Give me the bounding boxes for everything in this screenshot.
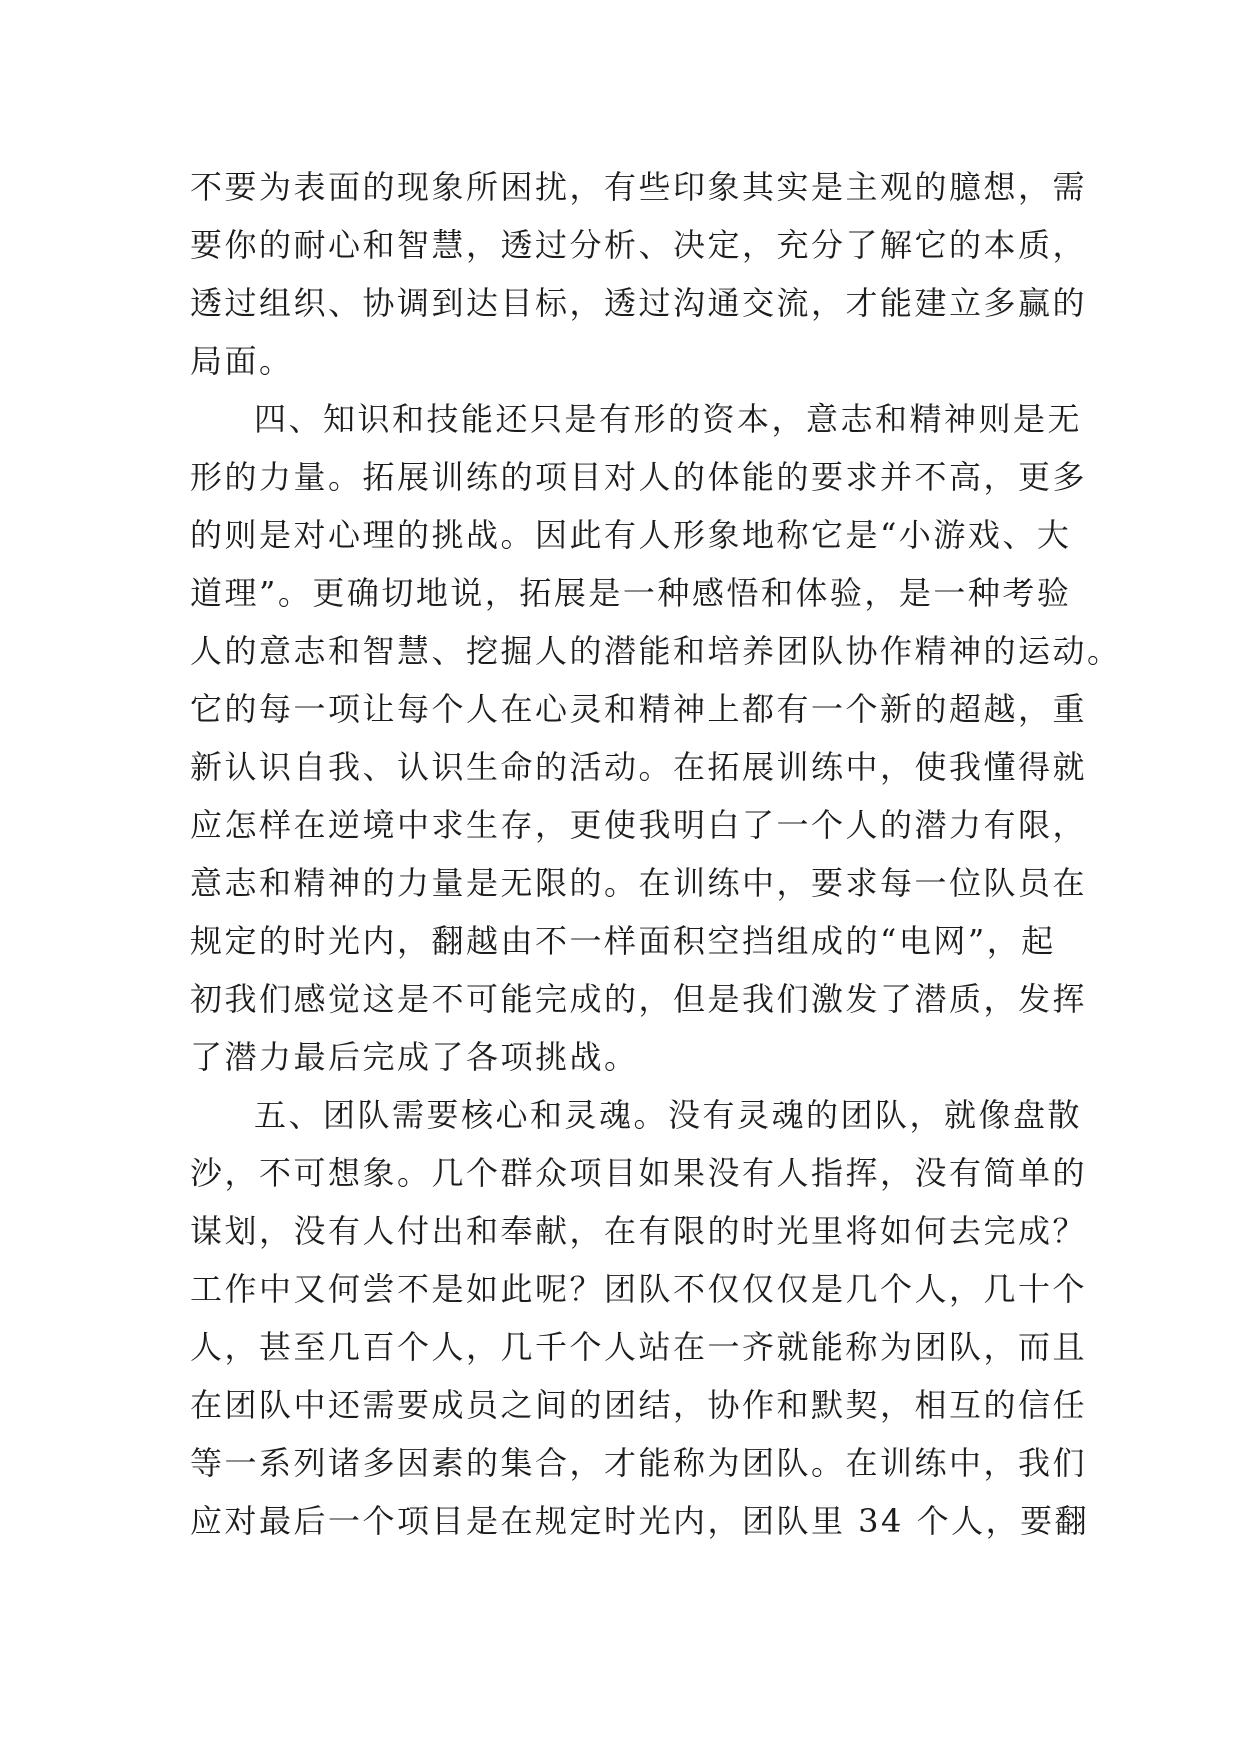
text-line: 新认识自我、认识生命的活动。在拓展训练中，使我懂得就 xyxy=(190,748,1088,786)
text-line: 不要为表面的现象所困扰，有些印象其实是主观的臆想，需 xyxy=(190,168,1088,206)
text-line: 局面。 xyxy=(190,342,294,380)
text-line: 应怎样在逆境中求生存，更使我明白了一个人的潜力有限， xyxy=(190,806,1088,844)
text-line: 要你的耐心和智慧，透过分析、决定，充分了解它的本质， xyxy=(190,226,1088,264)
text-line: 在团队中还需要成员之间的团结，协作和默契，相互的信任 xyxy=(190,1386,1088,1424)
paragraph-start-line: 五、团队需要核心和灵魂。没有灵魂的团队，就像盘散 xyxy=(254,1096,1083,1134)
text-line: 了潜力最后完成了各项挑战。 xyxy=(190,1038,639,1076)
text-line: 初我们感觉这是不可能完成的，但是我们激发了潜质，发挥 xyxy=(190,980,1088,1018)
text-line: 道理”。更确切地说，拓展是一种感悟和体验，是一种考验 xyxy=(190,574,1072,612)
text-line: 人，甚至几百个人，几千个人站在一齐就能称为团队，而且 xyxy=(190,1328,1088,1366)
text-line: 应对最后一个项目是在规定时光内，团队里 34 个人，要翻 xyxy=(190,1502,1090,1540)
text-line: 透过组织、协调到达目标，透过沟通交流，才能建立多赢的 xyxy=(190,284,1088,322)
paragraph-start-line: 四、知识和技能还只是有形的资本，意志和精神则是无 xyxy=(254,400,1083,438)
text-line: 的则是对心理的挑战。因此有人形象地称它是“小游戏、大 xyxy=(190,516,1072,554)
text-line: 等一系列诸多因素的集合，才能称为团队。在训练中，我们 xyxy=(190,1444,1088,1482)
text-line: 工作中又何尝不是如此呢？团队不仅仅仅是几个人，几十个 xyxy=(190,1270,1088,1308)
text-line: 意志和精神的力量是无限的。在训练中，要求每一位队员在 xyxy=(190,864,1088,902)
text-line: 沙，不可想象。几个群众项目如果没有人指挥，没有简单的 xyxy=(190,1154,1088,1192)
text-line: 它的每一项让每个人在心灵和精神上都有一个新的超越，重 xyxy=(190,690,1088,728)
text-line: 人的意志和智慧、挖掘人的潜能和培养团队协作精神的运动。 xyxy=(190,632,1122,670)
body-text xyxy=(190,158,1122,1550)
text-line: 形的力量。拓展训练的项目对人的体能的要求并不高，更多 xyxy=(190,458,1088,496)
text-line: 规定的时光内，翻越由不一样面积空挡组成的“电网”，起 xyxy=(190,922,1056,960)
text-line: 谋划，没有人付出和奉献，在有限的时光里将如何去完成？ xyxy=(190,1212,1088,1250)
